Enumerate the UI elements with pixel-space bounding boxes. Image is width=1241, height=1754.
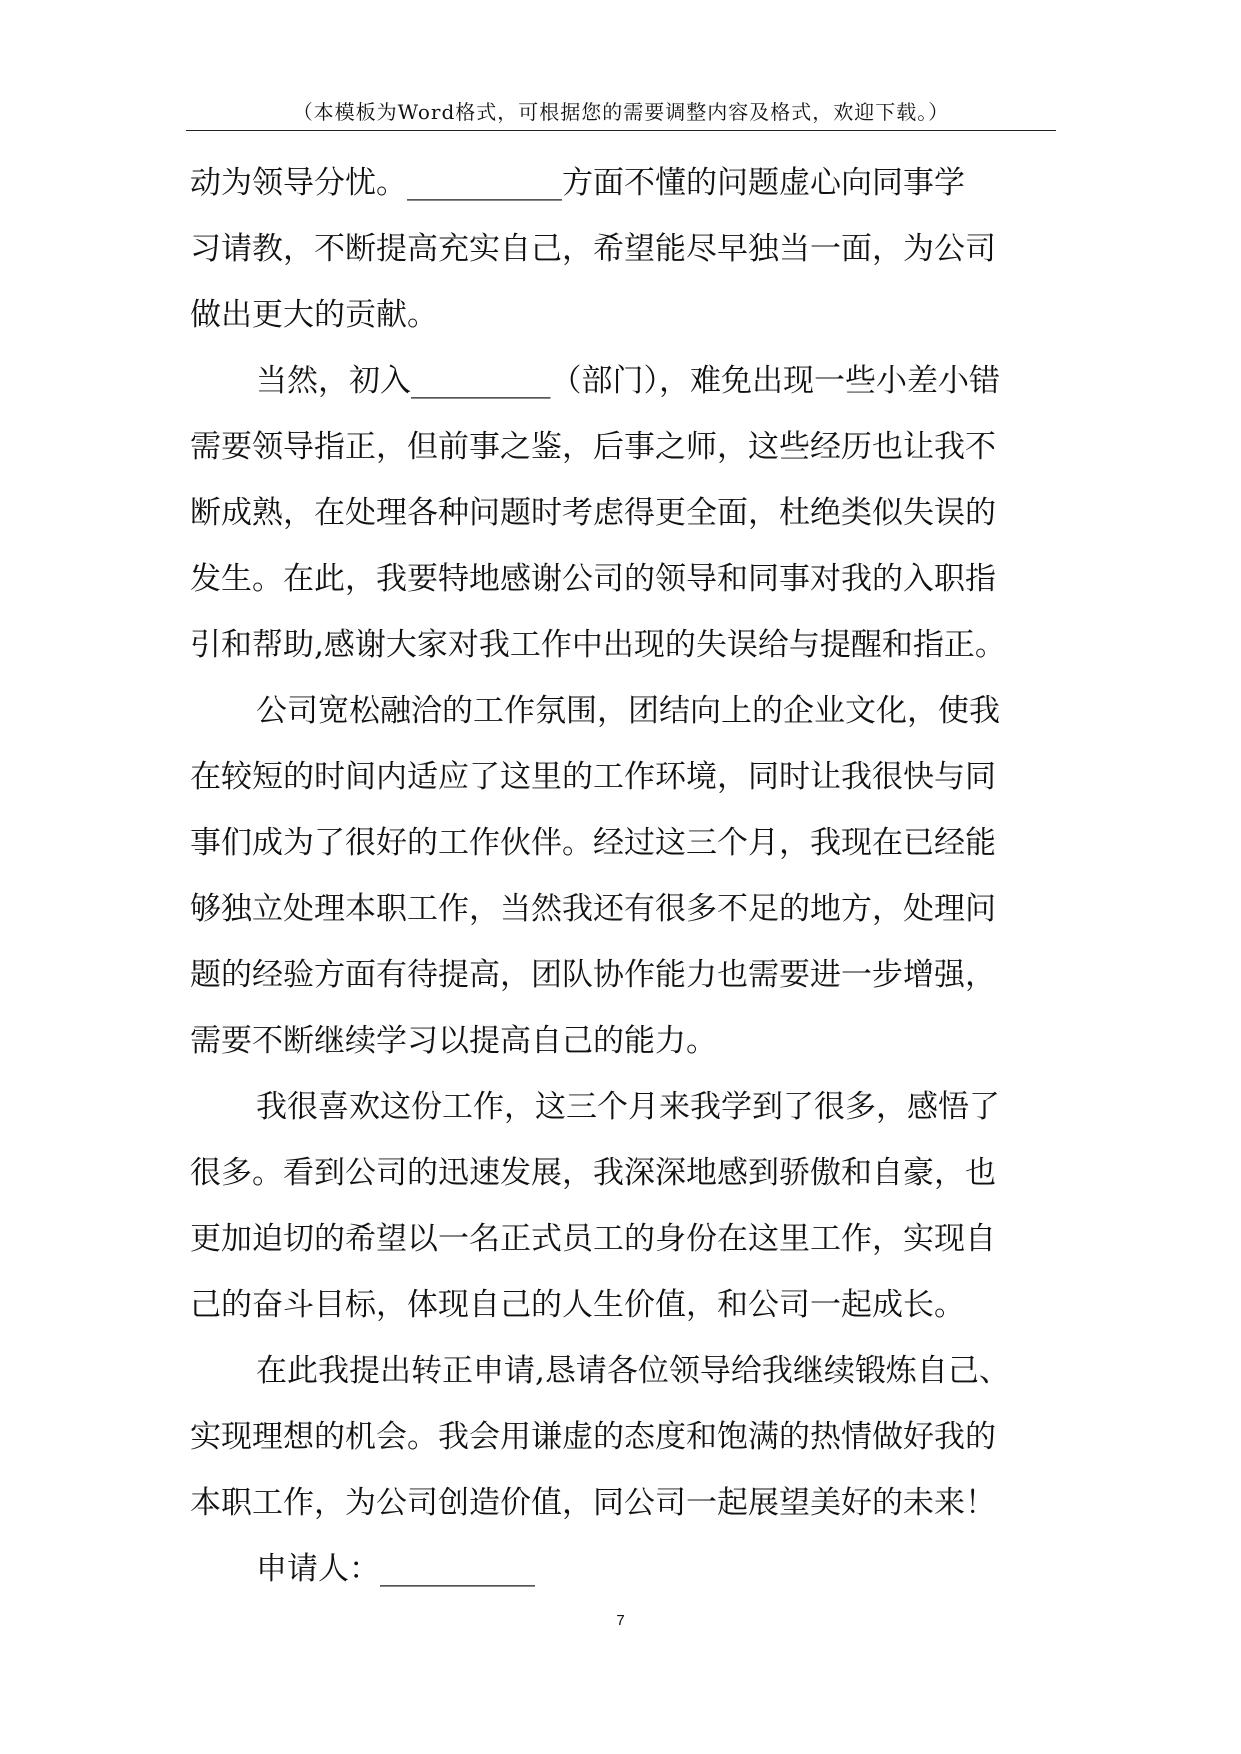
body-line: 够独立处理本职工作，当然我还有很多不足的地方，处理问 [190, 891, 996, 927]
body-line: 动为领导分忧。__________方面不懂的问题虚心向同事学 [190, 165, 965, 201]
body-line: 在较短的时间内适应了这里的工作环境，同时让我很快与同 [190, 759, 996, 795]
body-line: 事们成为了很好的工作伙伴。经过这三个月，我现在已经能 [190, 825, 996, 861]
body-line: 引和帮助,感谢大家对我工作中出现的失误给与提醒和指正。 [190, 627, 1006, 663]
body-line: 在此我提出转正申请,恳请各位领导给我继续锻炼自己、 [256, 1353, 1010, 1389]
template-note: （本模板为Word格式，可根据您的需要调整内容及格式，欢迎下载。） [292, 100, 950, 124]
body-line: 更加迫切的希望以一名正式员工的身份在这里工作，实现自 [190, 1221, 996, 1257]
body-line: 己的奋斗目标，体现自己的人生价值，和公司一起成长。 [190, 1287, 965, 1323]
document-body [190, 150, 1056, 1602]
applicant-signature-line: 申请人：__________ [256, 1551, 535, 1587]
body-line: 断成熟，在处理各种问题时考虑得更全面，杜绝类似失误的 [190, 495, 996, 531]
body-line: 当然，初入_________（部门），难免出现一些小差小错 [256, 363, 1000, 399]
body-line: 我很喜欢这份工作，这三个月来我学到了很多，感悟了 [256, 1089, 1000, 1125]
body-line: 很多。看到公司的迅速发展，我深深地感到骄傲和自豪，也 [190, 1155, 996, 1191]
body-line: 公司宽松融洽的工作氛围，团结向上的企业文化，使我 [256, 693, 1000, 729]
header-divider [186, 130, 1056, 131]
page-number: 7 [616, 1612, 625, 1629]
body-line: 做出更大的贡献。 [190, 297, 438, 333]
body-line: 发生。在此，我要特地感谢公司的领导和同事对我的入职指 [190, 561, 996, 597]
body-line: 需要领导指正，但前事之鉴，后事之师，这些经历也让我不 [190, 429, 996, 465]
body-line: 本职工作，为公司创造价值，同公司一起展望美好的未来！ [190, 1485, 996, 1521]
body-line: 习请教，不断提高充实自己，希望能尽早独当一面，为公司 [190, 231, 996, 267]
body-line: 题的经验方面有待提高，团队协作能力也需要进一步增强， [190, 957, 996, 993]
body-line: 需要不断继续学习以提高自己的能力。 [190, 1023, 717, 1059]
body-line: 实现理想的机会。我会用谦虚的态度和饱满的热情做好我的 [190, 1419, 996, 1455]
